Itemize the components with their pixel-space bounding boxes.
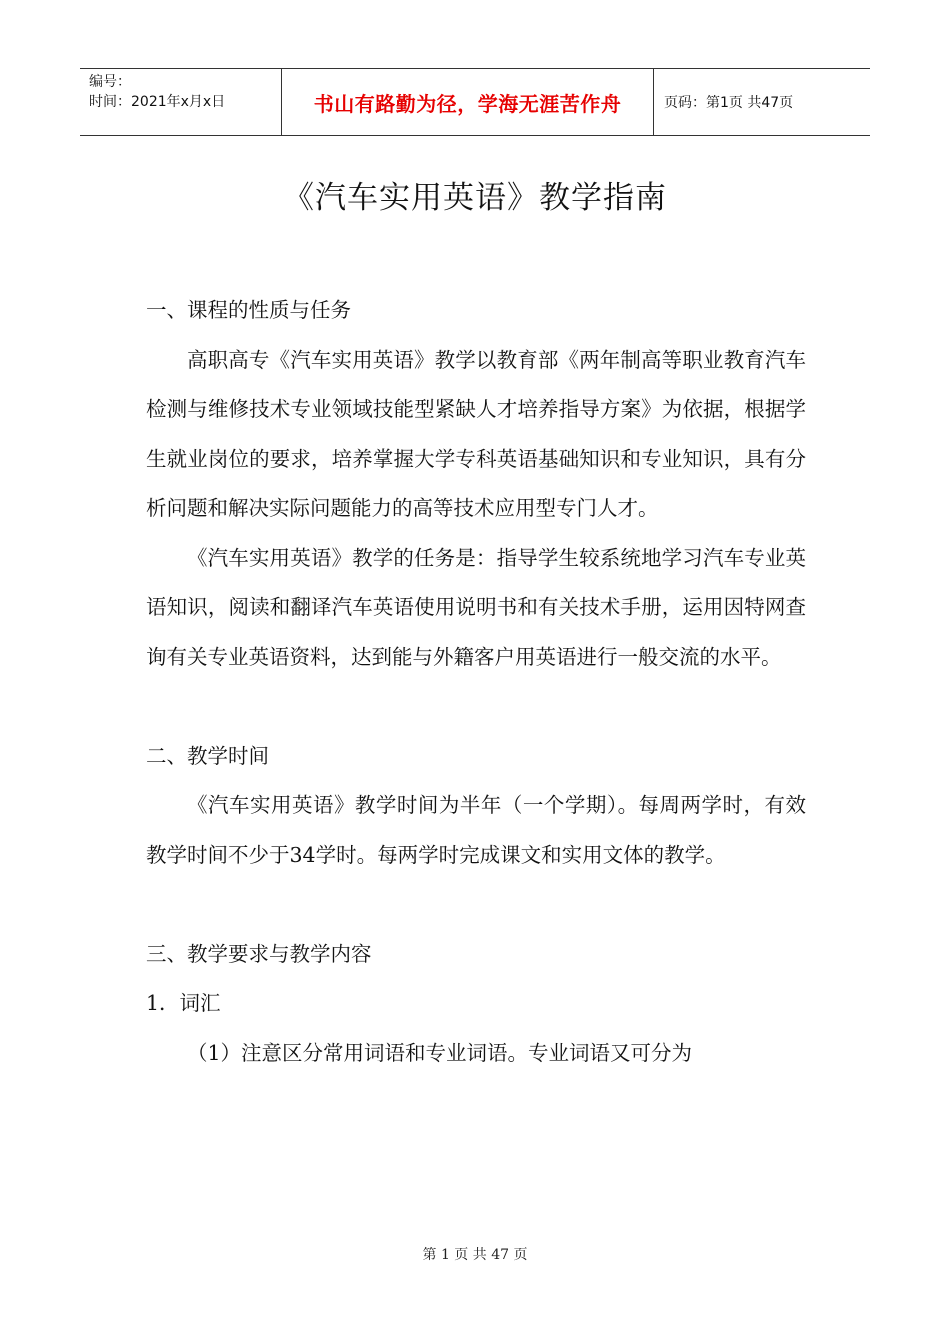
section-1-paragraph-1: 高职高专《汽车实用英语》教学以教育部《两年制高等职业教育汽车检测与维修技术专业领域技能型紧缺人才培养指导方案》为依据，根据学生就业岗位的要求，培养掌握大学专科英语基础知识和专业知识，具有分析问题和解决实际问题能力的高等技术应用型专门人才。: [146, 347, 806, 520]
section-3-paragraph-1: （1）注意区分常用词语和专业词语。专业词语又可分为: [187, 1040, 693, 1065]
document-date: 时间：2021年x月x日: [89, 94, 226, 110]
page-footer: 第 1 页 共 47 页: [422, 1247, 528, 1263]
document-body: [146, 286, 806, 1078]
section-heading-2: 二、教学时间: [146, 743, 269, 768]
page-header: [80, 68, 870, 136]
subsection-heading-1: 1．词汇: [146, 991, 221, 1015]
document-title: 《汽车实用英语》教学指南: [283, 180, 667, 216]
section-2-paragraph-1: 《汽车实用英语》教学时间为半年（一个学期）。每周两学时，有效教学时间不少于34学时。每两学时完成课文和实用文体的教学。: [146, 793, 806, 867]
document-number-label: 编号：: [89, 74, 131, 90]
spacer: [146, 682, 806, 732]
section-heading-3: 三、教学要求与教学内容: [146, 941, 372, 966]
header-page-code: 页码：第1页 共47页: [664, 95, 794, 111]
header-meta: [80, 69, 282, 135]
header-motto: 书山有路勤为径，学海无涯苦作舟: [282, 69, 654, 135]
spacer: [146, 880, 806, 930]
section-heading-1: 一、课程的性质与任务: [146, 298, 351, 322]
section-1-paragraph-2: 《汽车实用英语》教学的任务是：指导学生较系统地学习汽车专业英语知识，阅读和翻译汽车英语使用说明书和有关技术手册，运用因特网查询有关专业英语资料，达到能与外籍客户用英语进行一般交流的水平。: [146, 545, 806, 669]
